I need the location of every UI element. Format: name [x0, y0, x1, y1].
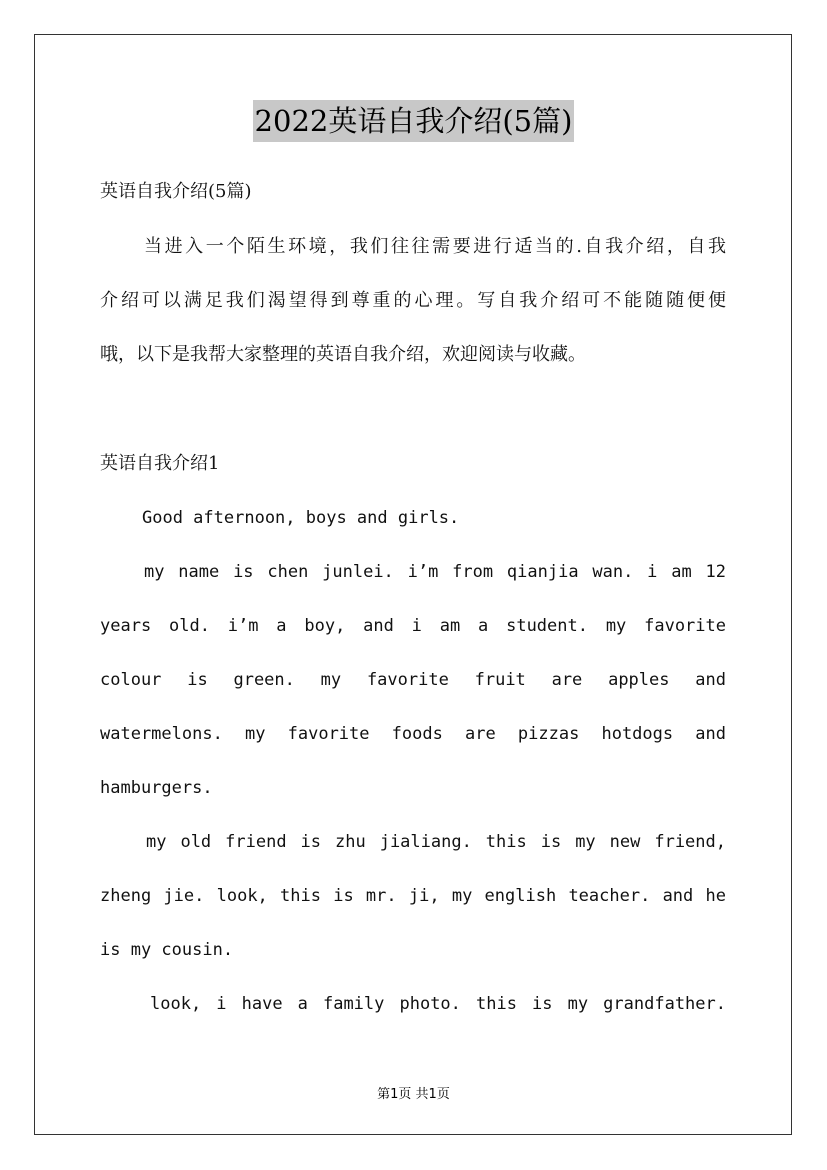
body-line: zheng jie. look, this is mr. ji, my english teacher. and he [100, 886, 726, 906]
document-title: 2022英语自我介绍(5篇) [253, 100, 575, 142]
body-line: colour is green. my favorite fruit are apples and [100, 670, 726, 690]
body-line: my old friend is zhu jialiang. this is my new friend, [146, 832, 726, 852]
document-subtitle: 英语自我介绍(5篇) [100, 181, 252, 202]
body-line: Good afternoon, boys and girls. [142, 508, 460, 528]
body-line: watermelons. my favorite foods are pizzas hotdogs and [100, 724, 726, 744]
intro-line: 哦，以下是我帮大家整理的英语自我介绍，欢迎阅读与收藏。 [100, 344, 586, 365]
intro-line: 当进入一个陌生环境，我们往往需要进行适当的.自我介绍，自我 [144, 236, 726, 257]
body-line: my name is chen junlei. i’m from qianjia wan. i am 12 [144, 562, 726, 582]
section-body [100, 491, 726, 1031]
page-footer: 第1页 共1页 [377, 1087, 450, 1102]
body-line: look, i have a family photo. this is my grandfather. [150, 994, 726, 1014]
intro-paragraph [100, 220, 726, 382]
section-heading: 英语自我介绍1 [100, 453, 220, 474]
body-line: hamburgers. [100, 778, 213, 798]
intro-line: 介绍可以满足我们渴望得到尊重的心理。写自我介绍可不能随随便便 [100, 290, 726, 311]
body-line: years old. i’m a boy, and i am a student. my favorite [100, 616, 726, 636]
body-line: is my cousin. [100, 940, 234, 960]
title-wrap [0, 100, 827, 142]
